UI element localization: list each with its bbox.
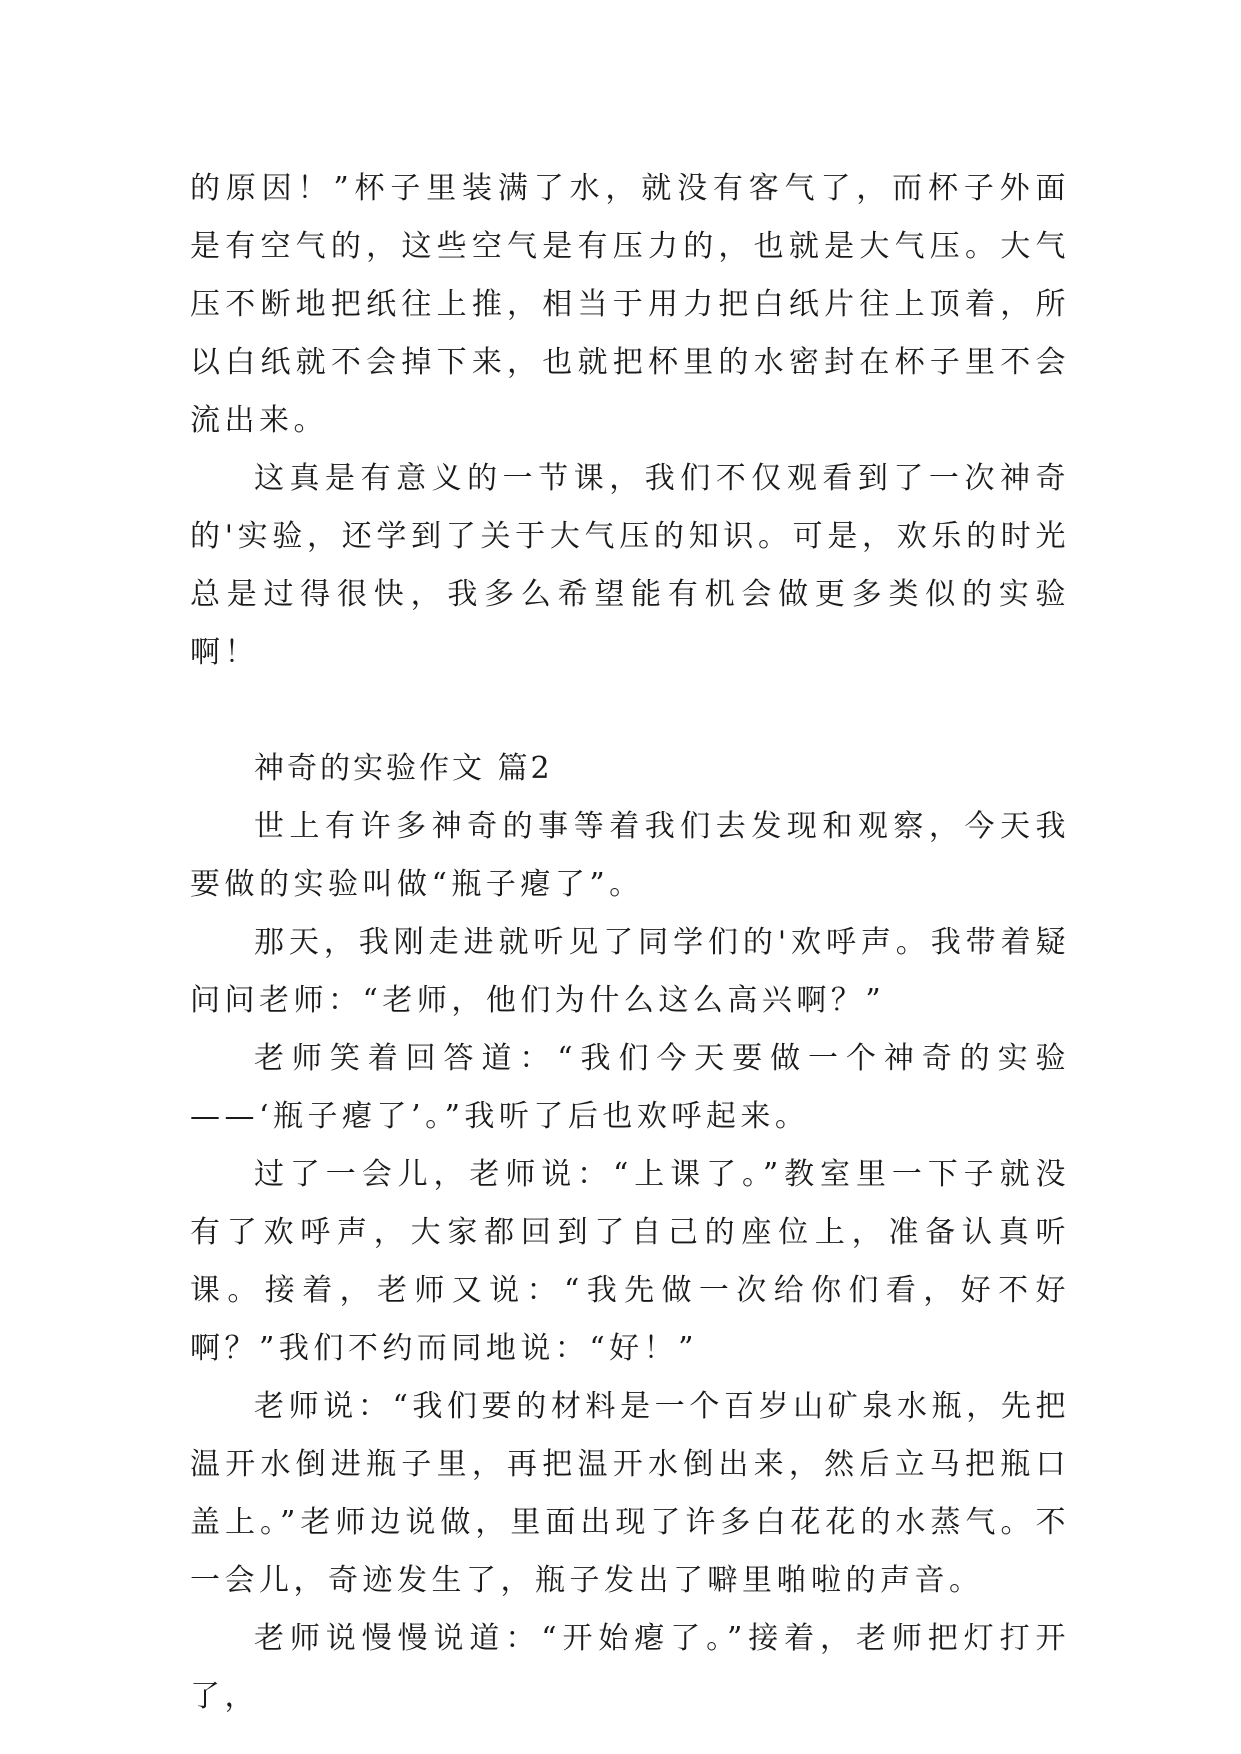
paragraph-continuation: 的原因！”杯子里装满了水，就没有客气了，而杯子外面是有空气的，这些空气是有压力的，也就是大气压。大气压不断地把纸往上推，相当于用力把白纸片往上顶着，所以白纸就不会掉下来，也就把杯里的水密封在杯子里不会流出来。 — [190, 171, 1070, 438]
section-heading: 神奇的实验作文 篇2 — [254, 751, 553, 786]
paragraph: 世上有许多神奇的事等着我们去发现和观察，今天我要做的实验叫做“瓶子瘪了”。 — [190, 809, 1070, 902]
paragraph: 那天，我刚走进就听见了同学们的'欢呼声。我带着疑问问老师：“老师，他们为什么这么高兴啊？” — [190, 925, 1070, 1018]
article-body — [190, 160, 1070, 1726]
paragraph: 老师说慢慢说道：“开始瘪了。”接着，老师把灯打开了， — [190, 1621, 1070, 1714]
paragraph: 老师说：“我们要的材料是一个百岁山矿泉水瓶，先把温开水倒进瓶子里，再把温开水倒出来，然后立马把瓶口盖上。”老师边说做，里面出现了许多白花花的水蒸气。不一会儿，奇迹发生了，瓶子发出了噼里啪啦的声音。 — [190, 1389, 1070, 1598]
paragraph: 老师笑着回答道：“我们今天要做一个神奇的实验——‘瓶子瘪了’。”我听了后也欢呼起来。 — [190, 1041, 1070, 1134]
paragraph: 这真是有意义的一节课，我们不仅观看到了一次神奇的'实验，还学到了关于大气压的知识。可是，欢乐的时光总是过得很快，我多么希望能有机会做更多类似的实验啊！ — [190, 461, 1070, 670]
paragraph: 过了一会儿，老师说：“上课了。”教室里一下子就没有了欢呼声，大家都回到了自己的座位上，准备认真听课。接着，老师又说：“我先做一次给你们看，好不好啊？”我们不约而同地说：“好！” — [190, 1157, 1070, 1366]
